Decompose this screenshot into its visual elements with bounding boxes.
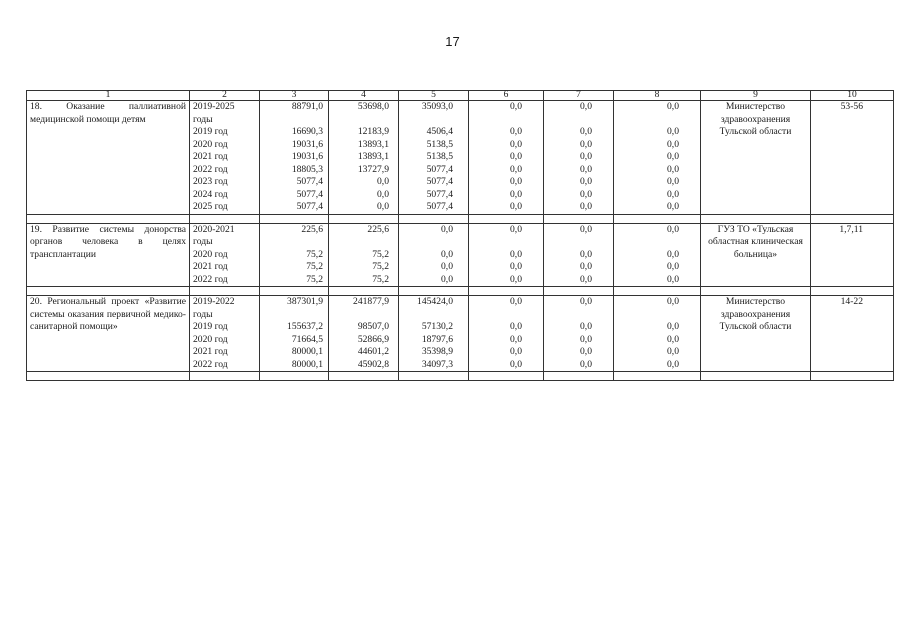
amount-cell <box>544 296 614 372</box>
period-cell <box>190 101 260 215</box>
spacer <box>263 236 325 249</box>
amount-value: 0,0 <box>377 188 389 200</box>
amount-value: 5077,4 <box>296 176 323 187</box>
period-label: 2021 год <box>193 151 228 162</box>
amount-value: 387301,9 <box>287 296 323 307</box>
amount-value: 18797,6 <box>421 333 453 345</box>
amount-value: 0,0 <box>667 101 679 112</box>
gap-cell <box>399 214 469 223</box>
executor-cell: ГУЗ ТО «Тульская областная клиническая больница» <box>701 223 811 287</box>
spacer <box>402 309 465 322</box>
spacer <box>332 309 395 322</box>
indicators-cell: 53-56 <box>811 101 894 215</box>
header-cell: 4 <box>329 91 399 101</box>
amount-cell <box>614 296 701 372</box>
row-gap <box>27 372 894 381</box>
gap-cell <box>469 214 544 223</box>
header-cell: 9 <box>701 91 811 101</box>
amount-value: 0,0 <box>441 223 453 235</box>
page-number: 17 <box>445 34 460 49</box>
amount-value: 0,0 <box>580 188 592 200</box>
period-label: 2022 год <box>193 163 228 175</box>
amount-value: 52866,9 <box>357 333 389 345</box>
amount-cell <box>329 101 399 215</box>
amount-cell <box>469 296 544 372</box>
header-cell: 6 <box>469 91 544 101</box>
gap-cell <box>329 287 399 296</box>
gap-cell <box>811 372 894 381</box>
amount-value: 0,0 <box>510 188 522 200</box>
spacer <box>402 236 465 249</box>
amount-value: 0,0 <box>667 346 679 357</box>
amount-cell <box>614 101 701 215</box>
period-label: 2020-2021 <box>193 223 235 235</box>
amount-value: 34097,3 <box>421 358 453 370</box>
amount-value: 0,0 <box>510 151 522 162</box>
amount-value: 5077,4 <box>426 201 453 212</box>
amount-value: 0,0 <box>667 333 679 345</box>
amount-value: 4506,4 <box>426 126 453 137</box>
amount-value: 145424,0 <box>417 296 453 307</box>
amount-value: 57130,2 <box>421 321 453 332</box>
table-body <box>27 101 894 381</box>
amount-value: 5077,4 <box>426 188 453 200</box>
amount-value: 35093,0 <box>421 101 453 112</box>
spacer <box>263 114 325 127</box>
amount-value: 0,0 <box>667 261 679 272</box>
amount-value: 0,0 <box>580 223 592 235</box>
amount-value: 75,2 <box>372 248 389 260</box>
period-label: 2023 год <box>193 176 228 187</box>
gap-cell <box>544 214 614 223</box>
spacer <box>472 309 540 322</box>
header-cell: 5 <box>399 91 469 101</box>
gap-cell <box>399 372 469 381</box>
row-gap <box>27 214 894 223</box>
activity-name: 20. Региональный проект «Развитие системы оказания первичной медико-санитарной помощи» <box>27 296 190 372</box>
amount-value: 0,0 <box>580 261 592 272</box>
gap-cell <box>469 287 544 296</box>
amount-cell <box>399 101 469 215</box>
amount-value: 18805,3 <box>291 163 323 175</box>
amount-value: 35398,9 <box>421 346 453 357</box>
gap-cell <box>190 287 260 296</box>
amount-value: 75,2 <box>306 273 323 285</box>
gap-cell <box>27 372 190 381</box>
header-cell: 7 <box>544 91 614 101</box>
amount-value: 13727,9 <box>357 163 389 175</box>
header-row <box>27 91 894 101</box>
amount-value: 0,0 <box>441 273 453 285</box>
amount-value: 0,0 <box>580 358 592 370</box>
amount-value: 0,0 <box>667 188 679 200</box>
amount-value: 75,2 <box>372 273 389 285</box>
amount-value: 0,0 <box>667 163 679 175</box>
amount-value: 0,0 <box>580 248 592 260</box>
spacer <box>547 114 610 127</box>
amount-value: 0,0 <box>510 321 522 332</box>
amount-value: 45902,8 <box>357 358 389 370</box>
spacer <box>547 309 610 322</box>
amount-value: 0,0 <box>510 333 522 345</box>
amount-cell <box>329 296 399 372</box>
gap-cell <box>614 372 701 381</box>
table-row <box>27 101 894 215</box>
amount-cell <box>399 223 469 287</box>
gap-cell <box>614 287 701 296</box>
amount-value: 16690,3 <box>291 126 323 137</box>
amount-value: 0,0 <box>667 126 679 137</box>
amount-value: 0,0 <box>667 296 679 307</box>
header-cell: 8 <box>614 91 701 101</box>
amount-value: 225,6 <box>301 223 323 235</box>
gap-cell <box>27 287 190 296</box>
amount-value: 0,0 <box>510 138 522 150</box>
spacer <box>472 236 540 249</box>
amount-value: 19031,6 <box>291 151 323 162</box>
spacer <box>332 114 395 127</box>
amount-value: 0,0 <box>580 176 592 187</box>
period-label: 2019-2025 <box>193 101 235 112</box>
amount-value: 0,0 <box>580 333 592 345</box>
amount-value: 13893,1 <box>357 138 389 150</box>
spacer <box>402 114 465 127</box>
header-cell: 1 <box>27 91 190 101</box>
amount-value: 0,0 <box>510 248 522 260</box>
gap-cell <box>399 287 469 296</box>
spacer <box>332 236 395 249</box>
period-label: годы <box>193 113 213 125</box>
executor-cell: Министерство здравоохранения Тульской области <box>701 296 811 372</box>
amount-value: 241877,9 <box>353 296 389 307</box>
amount-value: 0,0 <box>510 346 522 357</box>
gap-cell <box>614 214 701 223</box>
gap-cell <box>260 214 329 223</box>
amount-value: 5077,4 <box>426 163 453 175</box>
amount-value: 0,0 <box>377 201 389 212</box>
amount-value: 0,0 <box>580 273 592 285</box>
gap-cell <box>811 214 894 223</box>
budget-table <box>26 90 894 381</box>
period-label: 2020 год <box>193 248 228 260</box>
amount-value: 0,0 <box>510 126 522 137</box>
gap-cell <box>701 214 811 223</box>
amount-value: 0,0 <box>580 321 592 332</box>
amount-value: 75,2 <box>306 248 323 260</box>
period-cell <box>190 223 260 287</box>
period-label: 2024 год <box>193 188 228 200</box>
period-label: годы <box>193 236 213 247</box>
period-label: 2019 год <box>193 321 228 332</box>
amount-value: 19031,6 <box>291 138 323 150</box>
amount-value: 0,0 <box>510 358 522 370</box>
period-label: 2022 год <box>193 273 228 285</box>
gap-cell <box>329 372 399 381</box>
amount-value: 0,0 <box>580 151 592 162</box>
period-cell <box>190 296 260 372</box>
amount-value: 0,0 <box>580 296 592 307</box>
gap-cell <box>701 372 811 381</box>
amount-value: 71664,5 <box>291 333 323 345</box>
amount-value: 80000,1 <box>291 358 323 370</box>
spacer <box>617 236 697 249</box>
executor-cell: Министерство здравоохранения Тульской области <box>701 101 811 215</box>
period-label: 2019 год <box>193 126 228 137</box>
amount-cell <box>260 101 329 215</box>
row-gap <box>27 287 894 296</box>
amount-value: 0,0 <box>580 126 592 137</box>
amount-value: 0,0 <box>441 261 453 272</box>
amount-value: 0,0 <box>510 273 522 285</box>
amount-value: 0,0 <box>667 223 679 235</box>
amount-value: 0,0 <box>667 321 679 332</box>
amount-cell <box>469 223 544 287</box>
period-label: 2022 год <box>193 358 228 370</box>
header-cell: 3 <box>260 91 329 101</box>
table-row <box>27 296 894 372</box>
amount-value: 0,0 <box>510 163 522 175</box>
amount-value: 0,0 <box>441 248 453 260</box>
amount-value: 0,0 <box>667 151 679 162</box>
amount-value: 0,0 <box>667 138 679 150</box>
amount-value: 75,2 <box>306 261 323 272</box>
amount-value: 80000,1 <box>291 346 323 357</box>
spacer <box>263 309 325 322</box>
gap-cell <box>329 214 399 223</box>
gap-cell <box>544 372 614 381</box>
period-label: 2019-2022 <box>193 296 235 307</box>
gap-cell <box>190 214 260 223</box>
amount-cell <box>260 296 329 372</box>
spacer <box>617 114 697 127</box>
gap-cell <box>544 287 614 296</box>
amount-value: 0,0 <box>580 201 592 212</box>
amount-value: 0,0 <box>580 163 592 175</box>
amount-cell <box>399 296 469 372</box>
amount-value: 12183,9 <box>357 126 389 137</box>
amount-cell <box>544 101 614 215</box>
amount-value: 88791,0 <box>291 101 323 112</box>
amount-value: 98507,0 <box>357 321 389 332</box>
amount-value: 0,0 <box>580 346 592 357</box>
amount-value: 5077,4 <box>426 176 453 187</box>
amount-cell <box>469 101 544 215</box>
period-label: 2020 год <box>193 333 228 345</box>
amount-value: 0,0 <box>667 176 679 187</box>
amount-value: 44601,2 <box>357 346 389 357</box>
amount-value: 0,0 <box>510 261 522 272</box>
spacer <box>472 114 540 127</box>
amount-cell <box>260 223 329 287</box>
gap-cell <box>27 214 190 223</box>
period-label: 2025 год <box>193 201 228 212</box>
period-label: 2021 год <box>193 346 228 357</box>
gap-cell <box>190 372 260 381</box>
gap-cell <box>260 287 329 296</box>
amount-cell <box>614 223 701 287</box>
amount-value: 0,0 <box>510 176 522 187</box>
amount-value: 0,0 <box>580 138 592 150</box>
amount-value: 5138,5 <box>426 151 453 162</box>
amount-value: 5077,4 <box>296 188 323 200</box>
amount-value: 0,0 <box>510 101 522 112</box>
period-label: годы <box>193 308 213 320</box>
period-label: 2020 год <box>193 138 228 150</box>
amount-value: 0,0 <box>377 176 389 187</box>
amount-cell <box>544 223 614 287</box>
header-cell: 10 <box>811 91 894 101</box>
indicators-cell: 1,7,11 <box>811 223 894 287</box>
gap-cell <box>469 372 544 381</box>
amount-cell <box>329 223 399 287</box>
amount-value: 0,0 <box>510 223 522 235</box>
amount-value: 0,0 <box>667 248 679 260</box>
amount-value: 5077,4 <box>296 201 323 212</box>
spacer <box>617 309 697 322</box>
amount-value: 0,0 <box>510 201 522 212</box>
gap-cell <box>701 287 811 296</box>
amount-value: 0,0 <box>667 358 679 370</box>
amount-value: 155637,2 <box>287 321 323 332</box>
amount-value: 75,2 <box>372 261 389 272</box>
indicators-cell: 14-22 <box>811 296 894 372</box>
amount-value: 0,0 <box>510 296 522 307</box>
activity-name: 18. Оказание паллиативной медицинской помощи детям <box>27 101 190 215</box>
amount-value: 225,6 <box>367 223 389 235</box>
period-label: 2021 год <box>193 261 228 272</box>
amount-value: 0,0 <box>580 101 592 112</box>
amount-value: 0,0 <box>667 273 679 285</box>
spacer <box>547 236 610 249</box>
amount-value: 0,0 <box>667 201 679 212</box>
header-cell: 2 <box>190 91 260 101</box>
gap-cell <box>260 372 329 381</box>
gap-cell <box>811 287 894 296</box>
activity-name: 19. Развитие системы донорства органов человека в целях трансплантации <box>27 223 190 287</box>
amount-value: 53698,0 <box>357 101 389 112</box>
amount-value: 5138,5 <box>426 138 453 150</box>
table-row <box>27 223 894 287</box>
amount-value: 13893,1 <box>357 151 389 162</box>
